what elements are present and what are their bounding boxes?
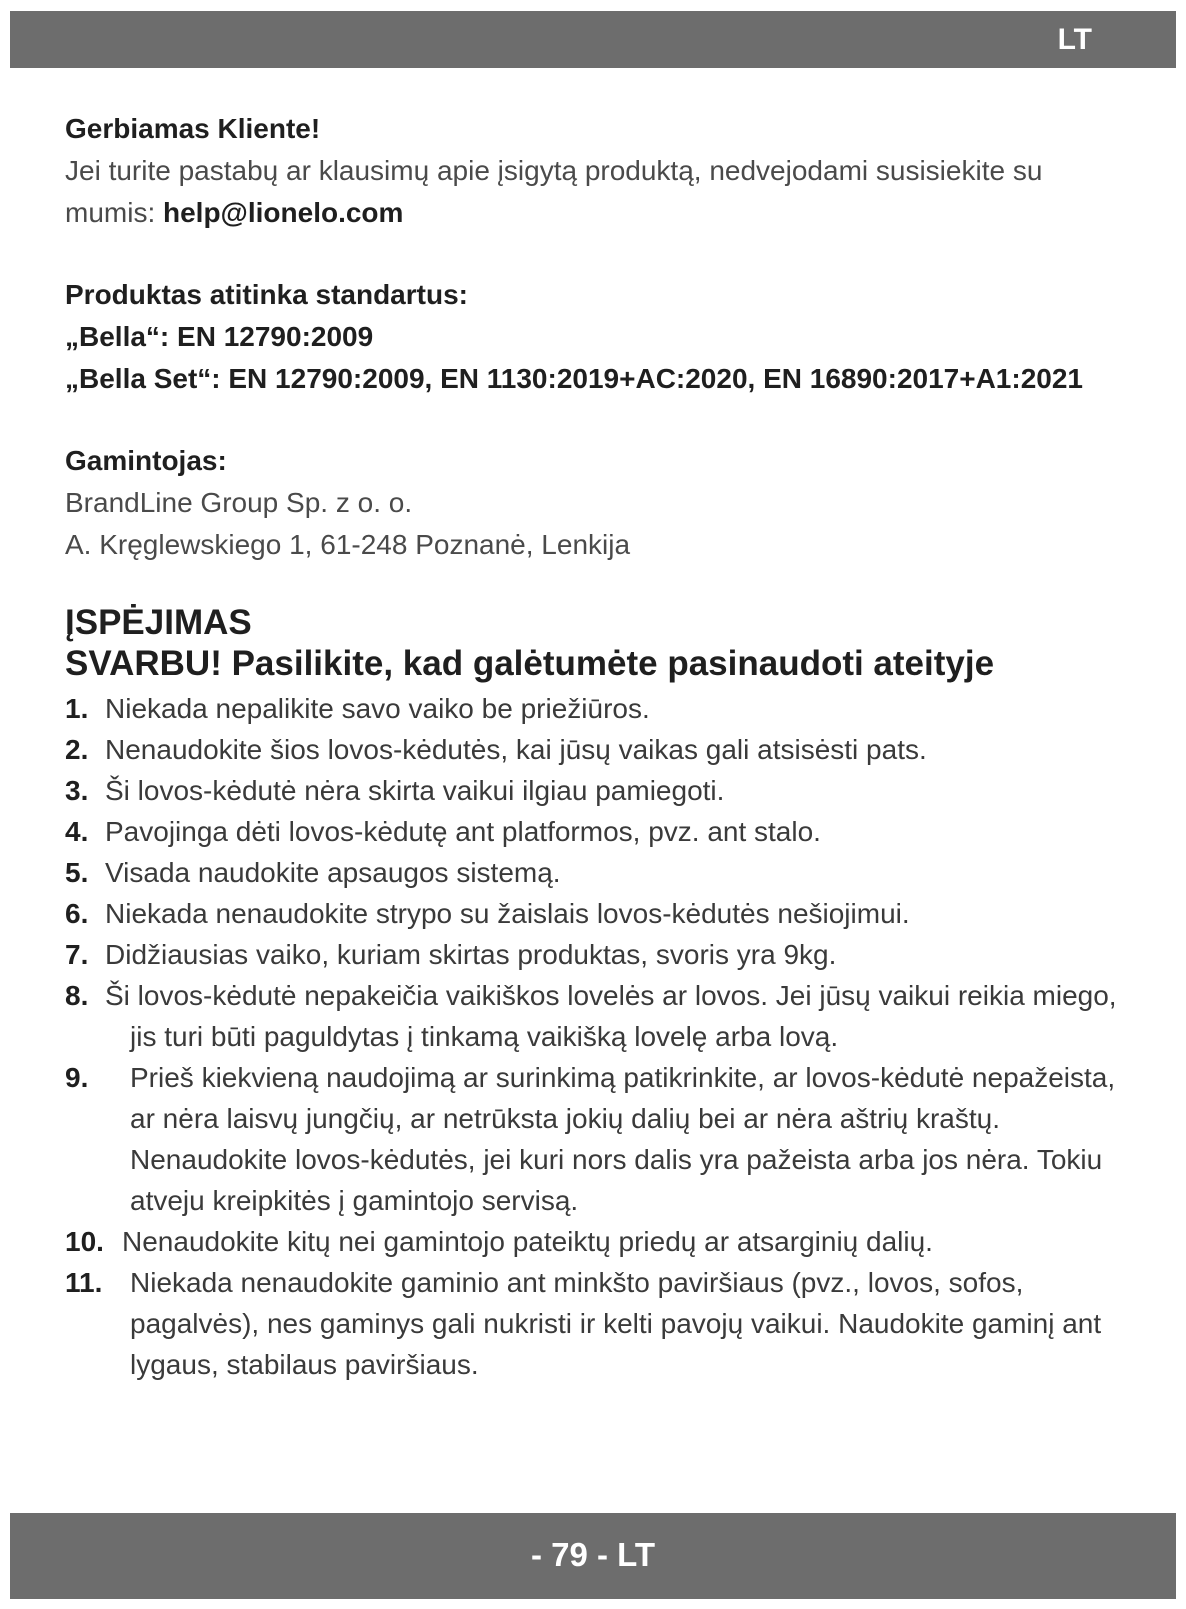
item-text: Visada naudokite apsaugos sistemą. (105, 857, 561, 888)
item-number: 2. (65, 734, 89, 765)
manufacturer-title: Gamintojas: (65, 445, 227, 476)
item-number: 8. (65, 980, 89, 1011)
item-number: 5. (65, 857, 89, 888)
item-number: 11. (65, 1267, 103, 1298)
contact-sentence: Jei turite pastabų ar klausimų apie įsigytą produktą, nedvejodami susisiekite su mumis: (65, 155, 1043, 228)
item-text: Nenaudokite kitų nei gamintojo pateiktų priedų ar atsarginių dalių. (122, 1226, 933, 1257)
list-item (65, 934, 1135, 975)
standard-bella-set: „Bella Set“: EN 12790:2009, EN 1130:2019+AC:2020, EN 16890:2017+A1:2021 (65, 363, 1083, 394)
item-text: Niekada nepalikite savo vaiko be priežiūros. (105, 693, 650, 724)
list-item (65, 893, 1135, 934)
item-number: 4. (65, 816, 89, 847)
manufacturer-address: A. Kręglewskiego 1, 61-248 Poznanė, Lenkija (65, 529, 631, 560)
language-code: LT (1057, 23, 1092, 56)
warning-list (65, 688, 1135, 1385)
manufacturer-name: BrandLine Group Sp. z o. o. (65, 487, 413, 518)
standards-title: Produktas atitinka standartus: (65, 279, 468, 310)
list-item (65, 770, 1135, 811)
page-content (65, 108, 1135, 1385)
item-text: Pavojinga dėti lovos-kėdutę ant platformos, pvz. ant stalo. (105, 816, 821, 847)
standard-bella: „Bella“: EN 12790:2009 (65, 321, 374, 352)
contact-email: help@lionelo.com (163, 197, 404, 228)
list-item (65, 1221, 1135, 1262)
greeting: Gerbiamas Kliente! (65, 113, 321, 144)
list-item (65, 975, 1135, 1057)
standards-section (65, 274, 1135, 400)
page-number: - 79 - LT (530, 1536, 656, 1573)
contact-section (65, 108, 1135, 234)
list-item (65, 1057, 1135, 1221)
footer-bar (10, 1513, 1176, 1599)
item-number: 3. (65, 775, 89, 806)
item-text: Nenaudokite šios lovos-kėdutės, kai jūsų vaikas gali atsisėsti pats. (105, 734, 927, 765)
item-number: 9. (65, 1062, 89, 1093)
list-item (65, 811, 1135, 852)
list-item (65, 1262, 1135, 1385)
item-number: 10. (65, 1226, 104, 1257)
warning-section (65, 602, 1135, 1385)
item-text: Ši lovos-kėdutė nepakeičia vaikiškos lovelės ar lovos. Jei jūsų vaikui reikia miego, jis turi būti paguldytas į tinkamą vaikišką lovelę arba lovą. (105, 980, 1117, 1052)
item-text: Niekada nenaudokite gaminio ant minkšto paviršiaus (pvz., lovos, sofos, pagalvės), nes gaminys gali nukristi ir kelti pavojų vaikui. Naudokite gaminį ant lygaus, stabilaus paviršiaus. (130, 1267, 1102, 1380)
item-text: Niekada nenaudokite strypo su žaislais lovos-kėdutės nešiojimui. (105, 898, 910, 929)
item-number: 6. (65, 898, 89, 929)
list-item (65, 688, 1135, 729)
header-bar (10, 11, 1176, 68)
item-text: Didžiausias vaiko, kuriam skirtas produktas, svoris yra 9kg. (105, 939, 837, 970)
list-item (65, 852, 1135, 893)
item-text: Prieš kiekvieną naudojimą ar surinkimą patikrinkite, ar lovos-kėdutė nepažeista, ar nėra laisvų jungčių, ar netrūksta jokių dalių bei ar nėra aštrių kraštų. Nenaudokite lovos-kėdutės, jei kuri nors dalis yra pažeista arba jos nėra. Tokiu atveju kreipkitės į gamintojo servisą. (130, 1062, 1116, 1216)
warning-title: ĮSPĖJIMAS (65, 603, 252, 642)
manufacturer-section (65, 440, 1135, 566)
warning-subtitle: SVARBU! Pasilikite, kad galėtumėte pasinaudoti ateityje (65, 644, 995, 683)
item-number: 7. (65, 939, 89, 970)
item-number: 1. (65, 693, 89, 724)
list-item (65, 729, 1135, 770)
item-text: Ši lovos-kėdutė nėra skirta vaikui ilgiau pamiegoti. (105, 775, 725, 806)
contact-text (65, 150, 1135, 234)
